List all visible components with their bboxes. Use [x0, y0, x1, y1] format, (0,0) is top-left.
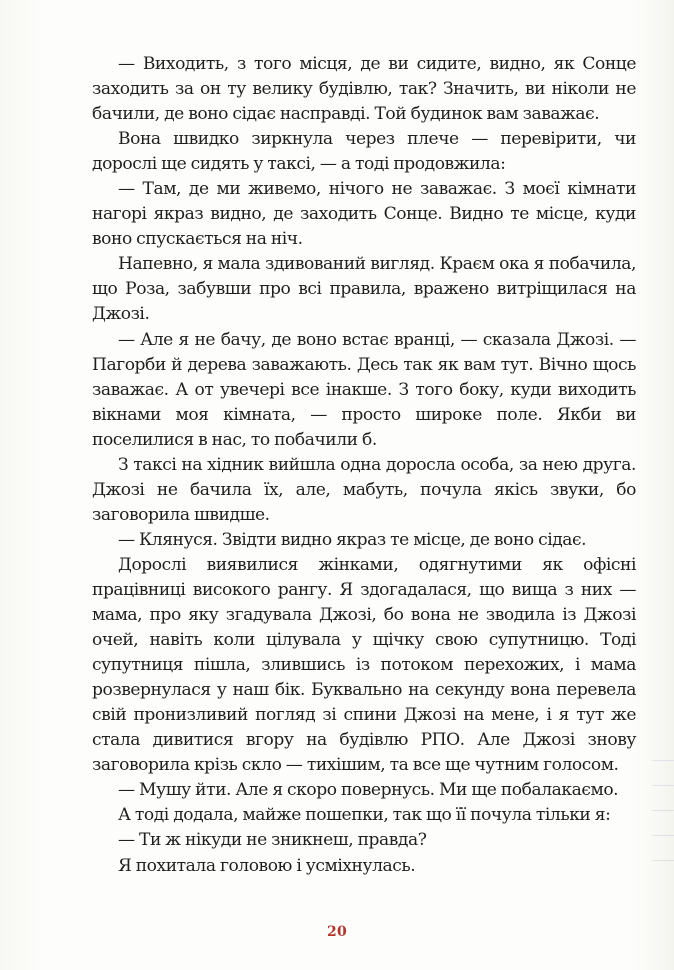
- paragraph: Дорослі виявилися жінками, одягнутими як офісні працівниці високого рангу. Я здогадалася, що вища з них — мама, про яку згадувала Джозі, бо вона не зводила із Джозі очей, навіть коли цілувала у щічку свою супутницю. Тоді супутниця пішла, злившись із потоком перехожих, і мама розвернулася у наш бік. Буквально на секунду вона перевела свій пронизливий погляд зі спини Джозі на мене, і я тут же стала дивитися вгору на будівлю РПО. Але Джозі знову заговорила крізь скло — тихішим, та все ще чутним голосом.: [92, 554, 636, 776]
- paragraph: Я похитала головою і усміхнулась.: [118, 855, 416, 876]
- paragraph: — Виходить, з того місця, де ви сидите, видно, як Сонце заходить за он ту велику будівлю, так? Значить, ви ніколи не бачили, де воно сідає насправді. Той будинок вам заважає.: [92, 54, 636, 125]
- paragraph: — Там, де ми живемо, нічого не заважає. З моєї кімнати нагорі якраз видно, де заходить Сонце. Видно те місце, куди воно спускається на ніч.: [92, 179, 636, 250]
- paragraph: З таксі на хідник вийшла одна доросла особа, за нею друга. Джозі не бачила їх, але, мабуть, почула якісь звуки, бо заговорила швидше.: [92, 454, 636, 525]
- body-text: [92, 52, 636, 879]
- paragraph: А тоді додала, майже пошепки, так що її почула тільки я:: [118, 805, 611, 826]
- show-through-texture: [652, 760, 674, 880]
- paragraph: Вона швидко зиркнула через плече — перевірити, чи дорослі ще сидять у таксі, — а тоді продовжила:: [92, 129, 636, 175]
- paragraph: — Ти ж нікуди не зникнеш, правда?: [118, 830, 427, 851]
- paragraph: — Клянуся. Звідти видно якраз те місце, де воно сідає.: [118, 529, 587, 550]
- paragraph: — Але я не бачу, де воно встає вранці, — сказала Джозі. — Пагорби й дерева заважають. Десь так як вам тут. Вічно щось заважає. А от увечері все інакше. З того боку, куди виходить вікнами моя кімната, — просто широке поле. Якби ви поселилися в нас, то побачили б.: [92, 329, 636, 450]
- paragraph: — Мушу йти. Але я скоро повернусь. Ми ще побалакаємо.: [118, 780, 619, 801]
- page-number: 20: [326, 924, 348, 940]
- paragraph: Напевно, я мала здивований вигляд. Краєм ока я побачила, що Роза, забувши про всі правила, вражено витріщилася на Джозі.: [92, 254, 636, 325]
